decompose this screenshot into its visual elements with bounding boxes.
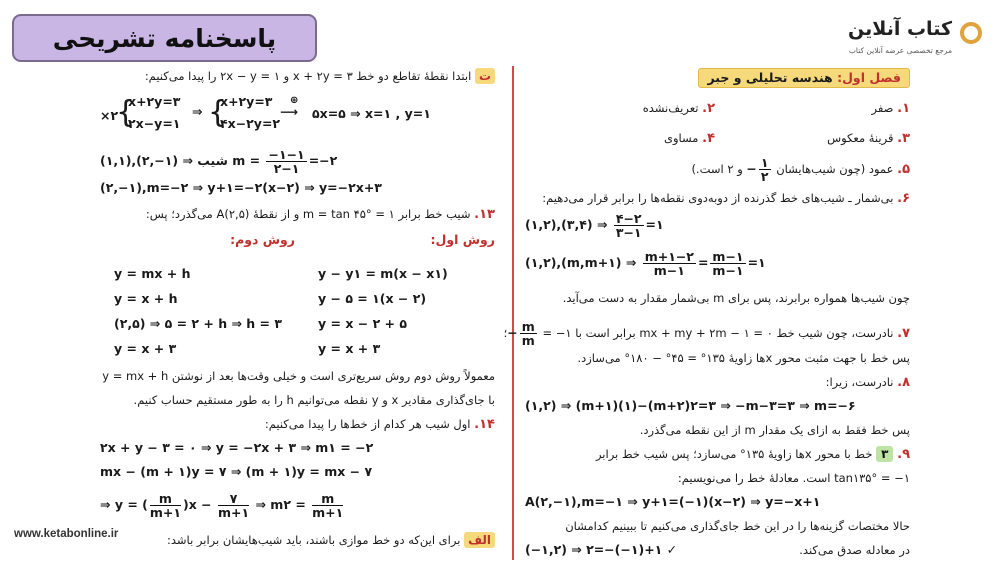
item-14-equation-3: ⇒ y = ( $\frac{m}{m+۱}$ )x − $\frac{۷}{m+۱}$ ⇒ m۲ = $\frac{m}{m+۱}$	[100, 491, 344, 520]
method-1-step: y = x + ۳	[318, 341, 381, 356]
section-title: هندسه تحلیلی و جبر	[707, 70, 833, 85]
section-header	[698, 68, 910, 88]
add-symbol: ⊕	[290, 95, 299, 106]
answer-6-conclusion: چون شیب‌ها همواره برابرند، پس برای m بی‌شمار مقدار به دست می‌آید.	[562, 291, 910, 305]
method-1-step: y − ۵ = ۱(x − ۲)	[318, 291, 427, 306]
answer-6: ۶. بی‌شمار ـ شیب‌های خط گذرنده از دوبه‌دوی نقطه‌ها را برابر قرار می‌دهیم:	[542, 191, 910, 206]
system-right-bottom: ۴x−۲y=۲	[220, 116, 281, 131]
answer-9-equation: A(۲,−۱),m=−۱ ⇒ y+۱=(−۱)(x−۲) ⇒ y=−x+۱	[525, 494, 821, 509]
item-alef: الف برای این‌که دو خط موازی باشند، باید شیب‌هایشان برابر باشد:	[167, 532, 495, 548]
method-2-heading: روش دوم:	[230, 232, 295, 247]
method-2-steps	[114, 266, 282, 366]
slope-equation: (۱,۱),(۲,−۱) ⇒ شیب m = $\frac{-۱-۱}{۲-۱}$ =−۲	[100, 147, 338, 176]
answer-7-line-1: ۷. نادرست، چون شیب خط ۰ = mx + my + ۲m − ۱ برابر است با ۱− = − $\frac{m}{m}$ ؛	[503, 319, 910, 348]
column-divider	[512, 66, 514, 560]
system-left-bottom: ۲x−y=۱	[128, 116, 181, 131]
answer-3: ۳. قرینهٔ معکوس	[827, 131, 910, 146]
brand-logo	[812, 18, 982, 62]
page-title: پاسخنامه تشریحی	[52, 23, 277, 53]
answer-9-choice-badge: ۳	[876, 446, 893, 462]
item-t-intro: ت ابتدا نقطهٔ تقاطع دو خط ۳ = x + ۲y و ۱ = ۲x − y را پیدا می‌کنیم:	[145, 68, 495, 84]
answer-8: ۸. نادرست، زیرا:	[825, 375, 910, 390]
answer-8-equation: (۱,۲) ⇒ (m+۱)(۱)−(m+۲)۲=۳ ⇒ −m−۳=۳ ⇒ m=−۶	[525, 398, 856, 413]
item-13: ۱۳. شیب خط برابر ۱ = m = tan ۴۵° و از نقطهٔ (۲,۵)A می‌گذرد؛ پس:	[145, 207, 495, 222]
answer-6-equation-2: (۱,۲),(m,m+۱) ⇒ $\frac{m+۱-۲}{m-۱}$ = $\frac{m-۱}{m-۱}$ =۱	[525, 249, 766, 278]
method-2-step: y = mx + h	[114, 266, 191, 281]
answer-5: ۵. عمود (چون شیب‌هایشان − $\frac{۱}{۲}$ و ۲ است.)	[691, 155, 910, 184]
answer-1: ۱. صفر	[871, 101, 910, 116]
method-2-step: y = x + h	[114, 291, 178, 306]
item-14-equation-2: mx − (m + ۱)y = ۷ ⇒ (m + ۱)y = mx − ۷	[100, 464, 373, 479]
answer-9-line-3: حالا مختصات گزینه‌ها را در این خط جای‌گذاری می‌کنیم تا ببینیم کدامشان	[565, 519, 910, 533]
note-line-2: با جای‌گذاری مقادیر x و y نقطه می‌توانیم h را به طور مستقیم حساب کنیم.	[133, 393, 495, 407]
answer-9-check-equation: (−۱,۲) ⇒ ۲=−(−۱)+۱ ✓	[525, 542, 678, 557]
answer-8-conclusion: پس خط فقط به ازای یک مقدار m از این نقطه می‌گذرد.	[639, 423, 910, 437]
system-multiplier: ×۲	[100, 108, 119, 123]
answer-9-line-2: ۱− = tan۱۳۵° است. معادلهٔ خط را می‌نویسیم:	[677, 471, 910, 485]
logo-ring-icon	[960, 22, 982, 44]
item-14: ۱۴. اول شیب هر کدام از خط‌ها را پیدا می‌کنیم:	[264, 417, 495, 432]
website-url: www.ketabonline.ir	[14, 528, 119, 540]
system-left-top: x+۲y=۳	[128, 94, 181, 109]
system-result: ۵x=۵ ⇒ x=۱ , y=۱	[312, 106, 431, 121]
logo-name: کتاب آنلاین	[848, 18, 952, 40]
method-1-heading: روش اول:	[430, 232, 495, 247]
method-2-step: y = x + ۳	[114, 341, 177, 356]
item-alef-badge: الف	[464, 532, 495, 548]
answer-9-line-1: ۹. ۳ خط با محور xها زاویهٔ ۱۳۵° می‌سازد؛ پس شیب خط برابر	[595, 447, 910, 462]
answer-2: ۲. تعریف‌نشده	[642, 101, 715, 116]
item-14-equation-1: ۲x + y − ۳ = ۰ ⇒ y = −۲x + ۳ ⇒ m۱ = −۲	[100, 440, 374, 455]
note-line-1: معمولاً روش دوم روش سریع‌تری است و خیلی وقت‌ها بعد از نوشتن y = mx + h	[102, 369, 495, 383]
section-label: فصل اول:	[837, 70, 901, 85]
answer-6-equation-1: (۱,۲),(۳,۴) ⇒ $\frac{۴-۲}{۳-۱}$ =۱	[525, 211, 664, 240]
system-right-top: x+۲y=۳	[220, 94, 273, 109]
method-1-steps	[318, 266, 448, 366]
equation-system: ×۲ { x+۲y=۳ ۲x−y=۱ ⇒ { x+۲y=۳ ۴x−۲y=۲ ⊕ ⟶ ۵x=۵ ⇒ x=۱ , y=۱	[100, 94, 431, 131]
answer-4: ۴. مساوی	[663, 131, 715, 146]
point-slope-equation: (۲,−۱),m=−۲ ⇒ y+۱=−۲(x−۲) ⇒ y=−۲x+۳	[100, 180, 382, 195]
item-t-badge: ت	[475, 68, 495, 84]
answer-9-line-4: در معادله صدق می‌کند.	[799, 543, 910, 557]
answer-7-line-2: پس خط با جهت مثبت محور xها زاویهٔ ۱۳۵° = ۴۵° − ۱۸۰° می‌سازد.	[577, 351, 910, 365]
method-2-step: (۲,۵) ⇒ ۵ = ۲ + h ⇒ h = ۳	[114, 316, 283, 331]
method-1-step: y = x − ۲ + ۵	[318, 316, 408, 331]
page-title-badge	[12, 14, 317, 62]
method-1-step: y − y۱ = m(x − x۱)	[318, 266, 448, 281]
logo-tagline: مرجع تخصصی عرضه آنلاین کتاب	[848, 46, 952, 55]
